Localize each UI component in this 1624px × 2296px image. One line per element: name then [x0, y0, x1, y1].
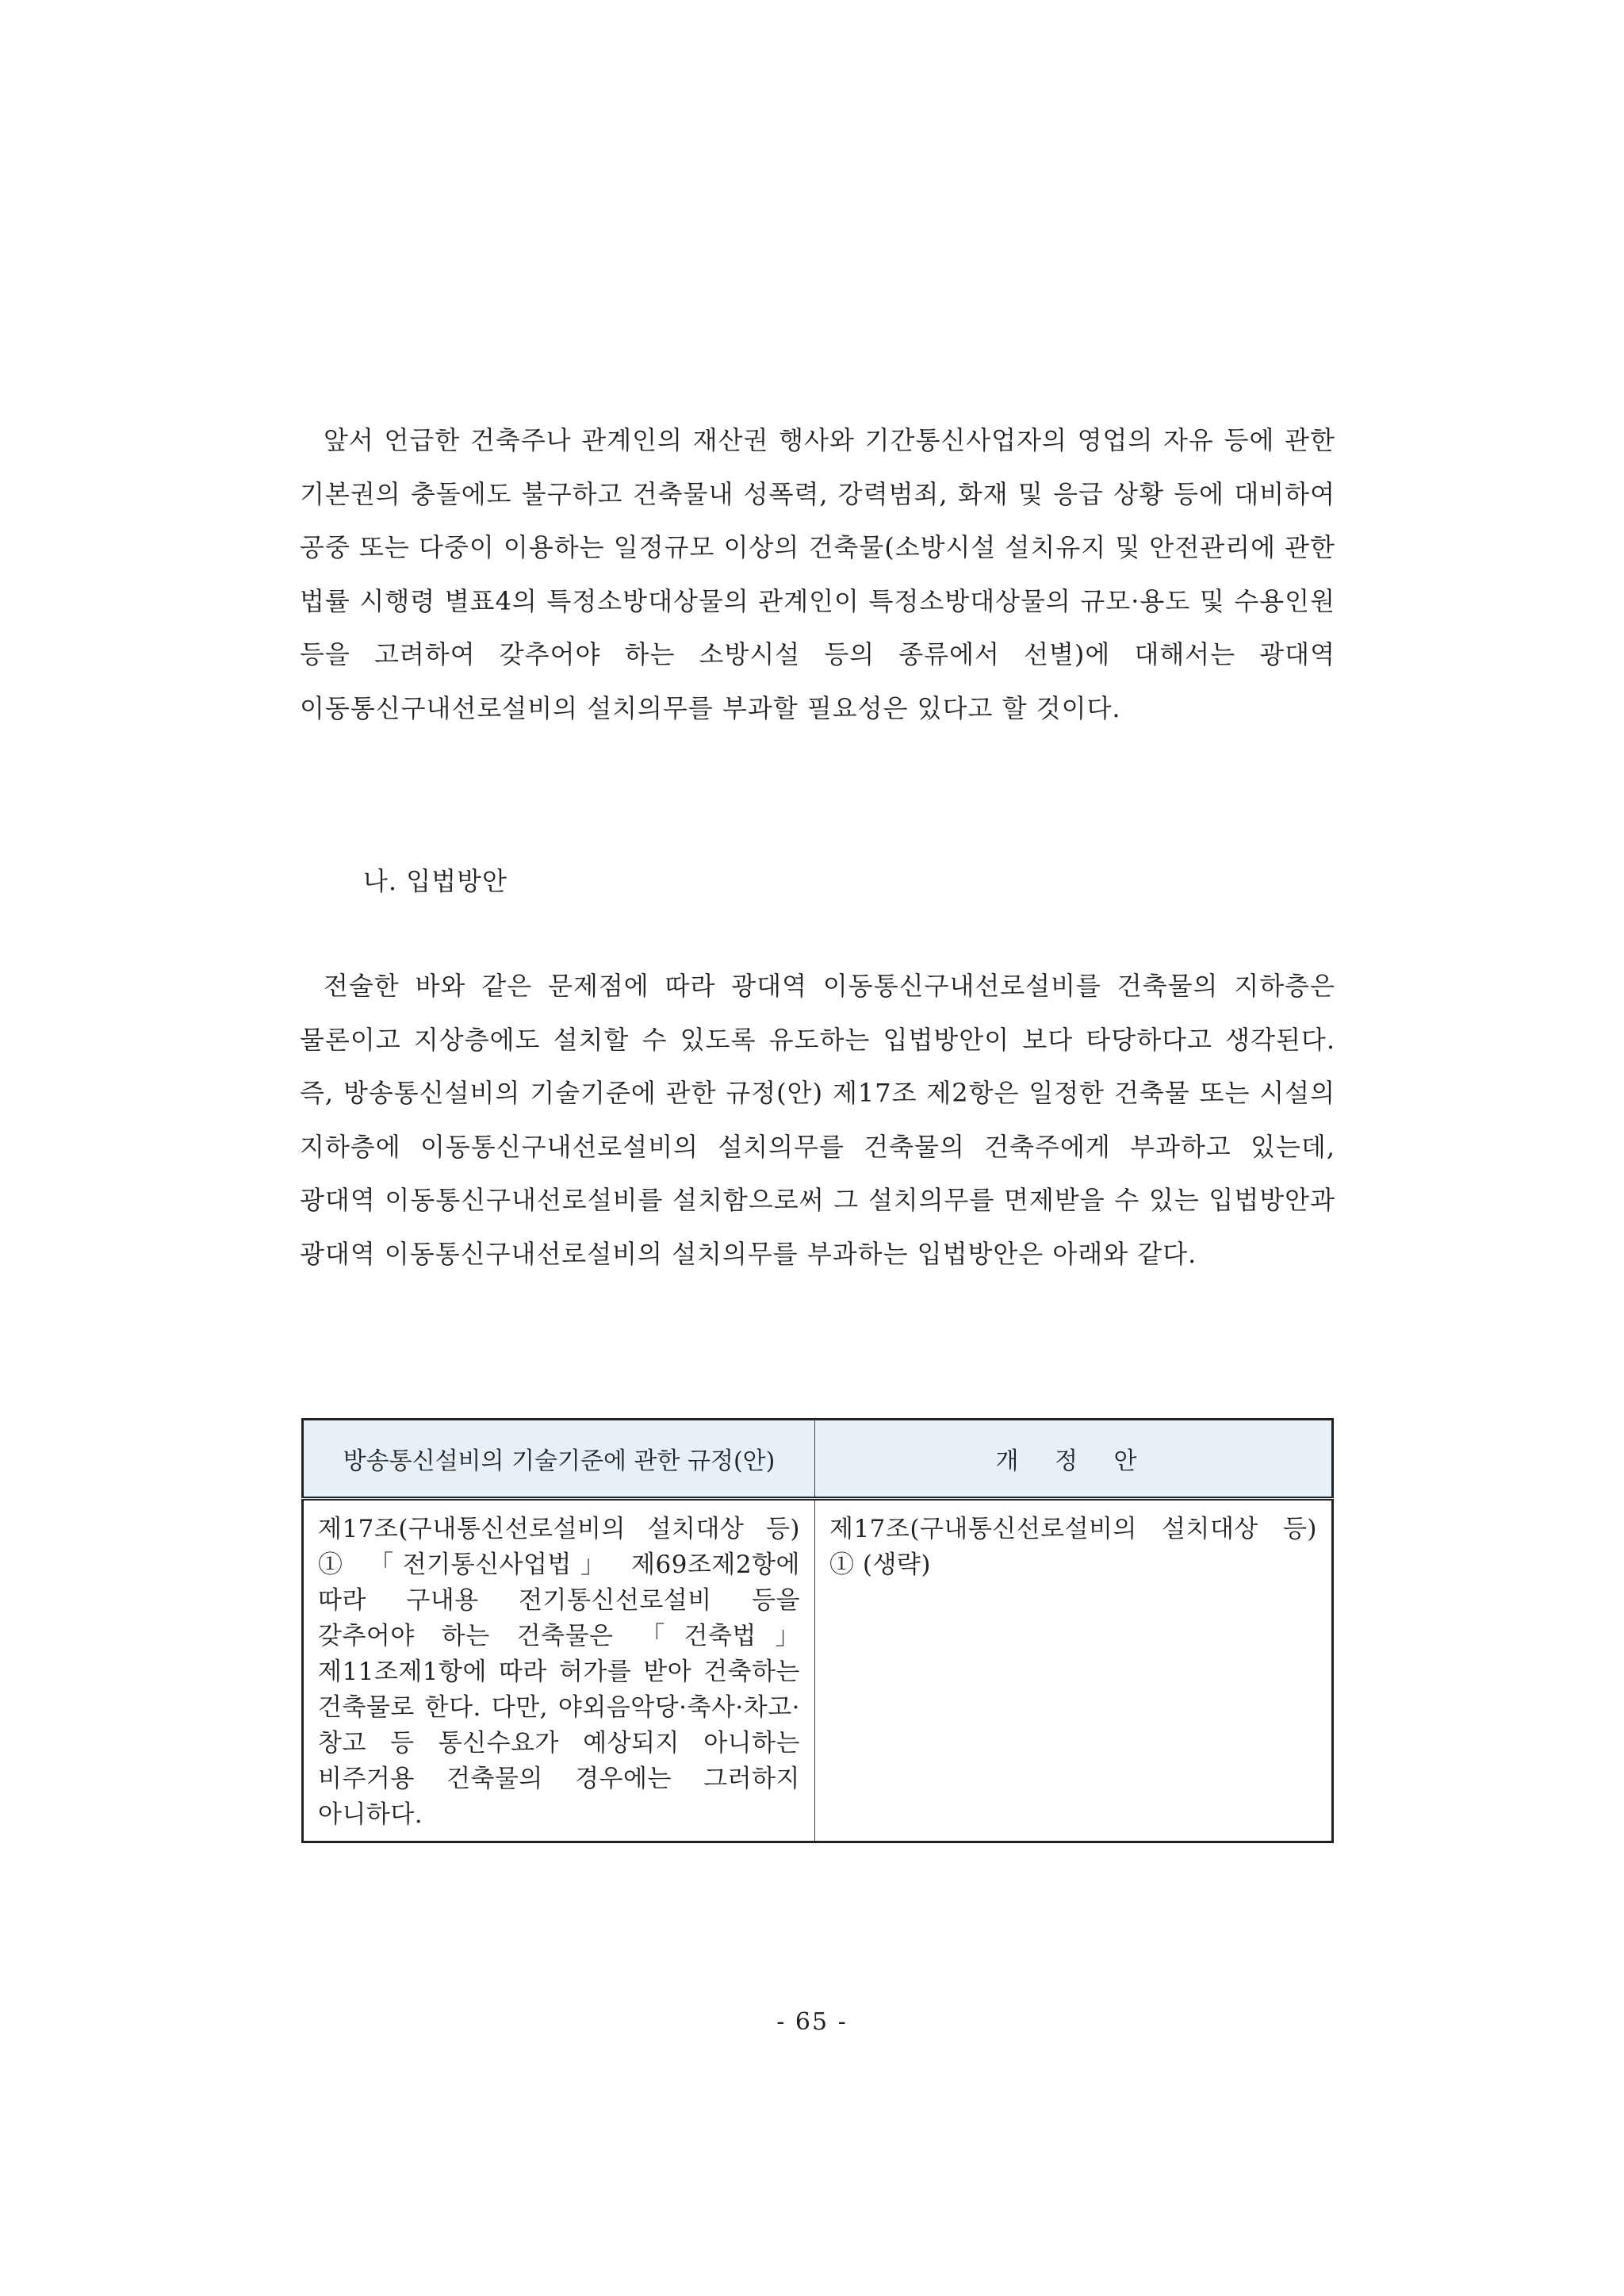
body-paragraph-2: 전술한 바와 같은 문제점에 따라 광대역 이동통신구내선로설비를 건축물의 지하층은 물론이고 지상층에도 설치할 수 있도록 유도하는 입법방안이 보다 타당하다고 생각된다. 즉, 방송통신설비의 기술기준에 관한 규정(안) 제17조 제2항은 일정한 건축물 또는 시설의 지하층에 이동통신구내선로설비의 설치의무를 건축물의 건축주에게 부과하고 있는데, 광대역 이동통신구내선로설비를 설치함으로써 그 설치의무를 면제받을 수 있는 입법방안과 광대역 이동통신구내선로설비의 설치의무를 부과하는 입법방안은 아래와 같다. [300, 971, 1335, 1269]
cell-amended-article: 제17조(구내통신선로설비의 설치대상 등) ① (생략) [829, 1515, 1317, 1579]
table-row [303, 1499, 1333, 1842]
section-subheading: 나. 입법방안 [363, 866, 508, 896]
cell-current-article: 제17조(구내통신선로설비의 설치대상 등) ① 「전기통신사업법」 제69조제2항에 따라 구내용 전기통신선로설비 등을 갖추어야 하는 건축물은 「건축법」 제11조제1항에 따라 허가를 받아 건축하는 건축물로 한다. 다만, 야외음악당·축사·차고·창고 등 통신수요가 예상되지 아니하는 비주거용 건축물의 경우에는 그러하지 아니하다. [303, 1499, 815, 1842]
comparison-table [301, 1418, 1334, 1843]
body-paragraph-1: 앞서 언급한 건축주나 관계인의 재산권 행사와 기간통신사업자의 영업의 자유 등에 관한 기본권의 충돌에도 불구하고 건축물내 성폭력, 강력범죄, 화재 및 응급 상황 등에 대비하여 공중 또는 다중이 이용하는 일정규모 이상의 건축물(소방시설 설치유지 및 안전관리에 관한 법률 시행령 별표4의 특정소방대상물의 관계인이 특정소방대상물의 규모·용도 및 수용인원 등을 고려하여 갖추어야 하는 소방시설 등의 종류에서 선별)에 대해서는 광대역 이동통신구내선로설비의 설치의무를 부과할 필요성은 있다고 할 것이다. [300, 425, 1335, 723]
page-number: - 65 - [776, 2008, 848, 2036]
comparison-table-container [301, 1418, 1334, 1843]
header-amendment: 개 정 안 [815, 1420, 1333, 1499]
header-current-regulation: 방송통신설비의 기술기준에 관한 규정(안) [303, 1420, 815, 1499]
table-header-row [303, 1420, 1333, 1499]
